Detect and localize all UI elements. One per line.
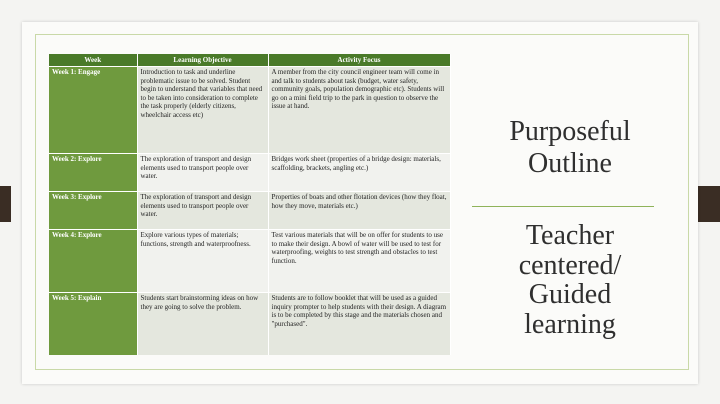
slide-subtitle-line: Teacher bbox=[525, 220, 615, 251]
objective-cell: The exploration of transport and design elements used to transport people over water. bbox=[137, 192, 268, 230]
slide-title-line: Purposeful bbox=[509, 116, 631, 147]
lesson-outline-table bbox=[49, 54, 451, 355]
activity-cell: Students are to follow booklet that will be used as a guided inquiry prompter to help students with their design. A diagram is to be completed by this stage and the materials chosen and "purchased". bbox=[268, 293, 450, 355]
activity-cell: Bridges work sheet (properties of a bridge design: materials, scaffolding, brackets, angling etc.) bbox=[268, 154, 450, 192]
week-cell: Week 4: Explore bbox=[49, 230, 137, 293]
week-cell: Week 2: Explore bbox=[49, 154, 137, 192]
header-learning-objective: Learning Objective bbox=[137, 54, 268, 67]
table-row bbox=[49, 154, 450, 192]
week-cell: Week 1: Engage bbox=[49, 67, 137, 154]
objective-cell: The exploration of transport and design elements used to transport people over water. bbox=[137, 154, 268, 192]
slide-subtitle bbox=[470, 221, 670, 339]
left-edge-tab bbox=[0, 186, 11, 222]
activity-cell: Test various materials that will be on offer for students to use to make their design. A bowl of water will be used to test for waterproofing, weights to test strength and obstacles to test function. bbox=[268, 230, 450, 293]
activity-cell: Properties of boats and other flotation devices (how they float, how they move, materials etc.) bbox=[268, 192, 450, 230]
objective-cell: Introduction to task and underline problematic issue to be solved. Student begin to understand that variables that need to be taken into consideration to complete the task properly (elderly citizens, wheelchair access etc) bbox=[137, 67, 268, 154]
title-divider bbox=[472, 206, 654, 207]
header-week: Week bbox=[49, 54, 137, 67]
week-cell: Week 5: Explain bbox=[49, 293, 137, 355]
activity-cell: A member from the city council engineer team will come in and talk to students about task (budget, water safety, community goals, population demographic etc). Students will go on a mini field trip to the park in question to observe the issue at hand. bbox=[268, 67, 450, 154]
table-header-row bbox=[49, 54, 450, 67]
table-row bbox=[49, 67, 450, 154]
table-row bbox=[49, 192, 450, 230]
slide-subtitle-line: centered/ bbox=[518, 249, 622, 281]
slide-title bbox=[470, 116, 670, 180]
table-row bbox=[49, 230, 450, 293]
week-cell: Week 3: Explore bbox=[49, 192, 137, 230]
objective-cell: Students start brainstorming ideas on how they are going to solve the problem. bbox=[137, 293, 268, 355]
objective-cell: Explore various types of materials; functions, strength and waterproofness. bbox=[137, 230, 268, 293]
slide-subtitle-line: Guided bbox=[528, 279, 612, 310]
header-activity-focus: Activity Focus bbox=[268, 54, 450, 67]
slide-subtitle-line: learning bbox=[524, 308, 616, 340]
slide-title-line: Outline bbox=[528, 148, 612, 179]
table-row bbox=[49, 293, 450, 355]
